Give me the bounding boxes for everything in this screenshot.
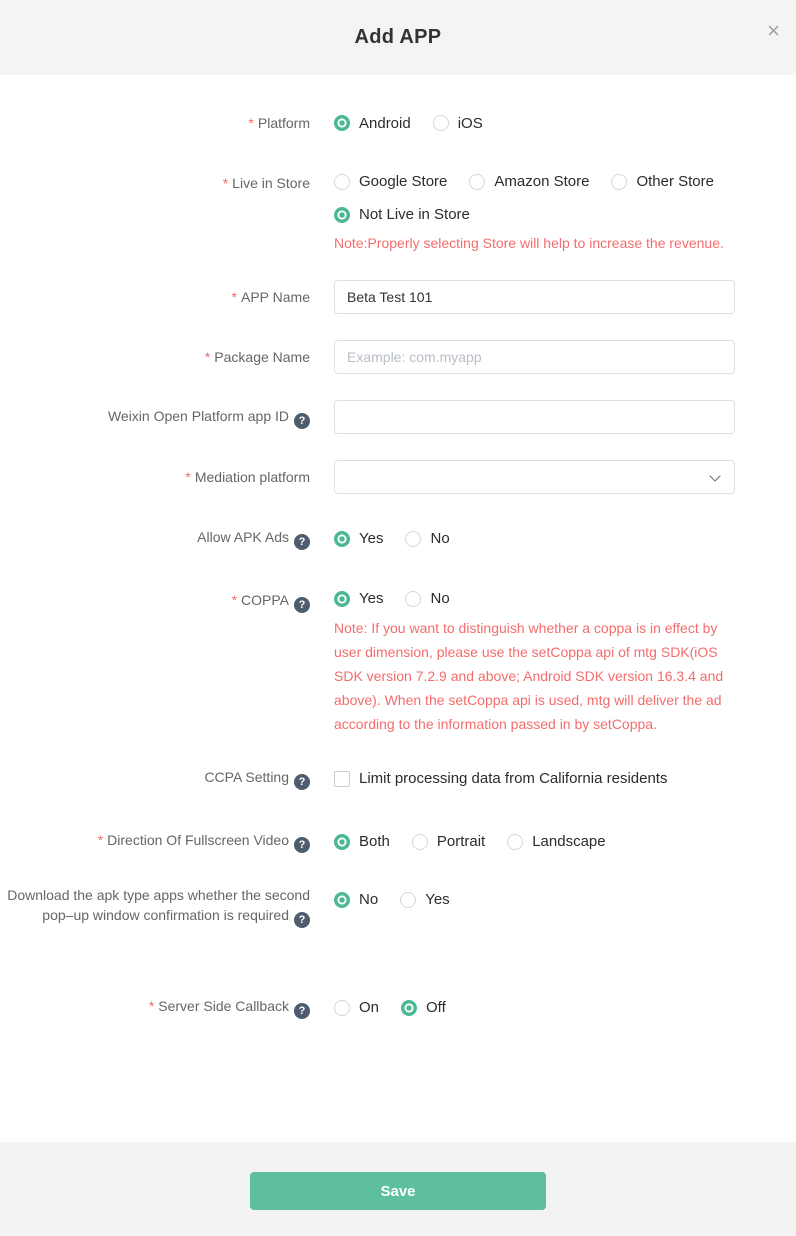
checkbox-icon bbox=[334, 771, 350, 787]
package-name-input[interactable] bbox=[334, 340, 735, 374]
required-asterisk: * bbox=[185, 469, 191, 485]
add-app-form bbox=[0, 75, 796, 1019]
radio-option-amazon-store[interactable] bbox=[469, 173, 589, 190]
weixin-app-id-label bbox=[0, 406, 310, 429]
radio-option-apk-no[interactable] bbox=[405, 530, 449, 547]
radio-option-google-store[interactable] bbox=[334, 173, 447, 190]
help-icon[interactable]: ? bbox=[294, 413, 310, 429]
radio-checked-icon bbox=[334, 531, 350, 547]
radio-option-label: Both bbox=[359, 833, 390, 850]
weixin-app-id-label-text: Weixin Open Platform app ID bbox=[107, 407, 289, 424]
radio-icon bbox=[507, 834, 523, 850]
radio-option-popup-yes[interactable] bbox=[400, 891, 449, 908]
weixin-app-id-control bbox=[334, 400, 735, 434]
package-name-label bbox=[0, 347, 310, 367]
close-icon[interactable]: × bbox=[767, 18, 780, 43]
row-mediation-platform bbox=[0, 460, 796, 494]
ccpa-setting-control bbox=[334, 770, 735, 787]
radio-option-label: On bbox=[359, 999, 380, 1016]
radio-checked-icon bbox=[334, 834, 350, 850]
chevron-down-icon bbox=[709, 470, 720, 481]
apk-second-popup-radio-group bbox=[334, 891, 735, 908]
coppa-label-text: COPPA bbox=[241, 592, 289, 608]
radio-icon bbox=[433, 115, 449, 131]
radio-option-on[interactable] bbox=[334, 999, 379, 1016]
package-name-control bbox=[334, 340, 735, 374]
radio-icon bbox=[405, 531, 421, 547]
server-side-callback-label bbox=[0, 996, 310, 1019]
radio-option-label: Off bbox=[426, 999, 446, 1016]
radio-option-label: Landscape bbox=[532, 833, 606, 850]
radio-option-coppa-no[interactable] bbox=[405, 590, 449, 607]
live-in-store-label bbox=[0, 173, 310, 193]
direction-label bbox=[0, 830, 310, 853]
radio-option-other-store[interactable] bbox=[611, 173, 714, 190]
row-ccpa-setting bbox=[0, 767, 796, 790]
radio-icon bbox=[334, 174, 350, 190]
allow-apk-ads-radio-group bbox=[334, 530, 735, 547]
coppa-radio-group bbox=[334, 590, 735, 607]
allow-apk-ads-label-text: Allow APK Ads bbox=[197, 529, 289, 545]
package-name-label-text: Package Name bbox=[214, 349, 310, 365]
radio-icon bbox=[334, 1000, 350, 1016]
app-name-input[interactable] bbox=[334, 280, 735, 314]
radio-icon bbox=[611, 174, 627, 190]
help-icon[interactable]: ? bbox=[294, 837, 310, 853]
radio-option-apk-yes[interactable] bbox=[334, 530, 383, 547]
dialog-title: Add APP bbox=[354, 26, 442, 48]
row-allow-apk-ads bbox=[0, 527, 796, 550]
row-package-name bbox=[0, 340, 796, 374]
ccpa-checkbox-label: Limit processing data from California residents bbox=[359, 770, 668, 787]
row-live-in-store bbox=[0, 173, 796, 255]
mediation-platform-label-text: Mediation platform bbox=[194, 469, 310, 485]
platform-radio-group bbox=[334, 115, 735, 132]
dialog-footer bbox=[0, 1142, 796, 1236]
radio-option-portrait[interactable] bbox=[412, 833, 485, 850]
mediation-platform-label bbox=[0, 467, 310, 487]
radio-option-label: Not Live in Store bbox=[359, 206, 470, 223]
radio-checked-icon bbox=[334, 207, 350, 223]
store-note-text: Note:Properly selecting Store will help to increase the revenue. bbox=[334, 235, 724, 251]
radio-option-label: Amazon Store bbox=[494, 173, 590, 190]
allow-apk-ads-label bbox=[0, 527, 310, 550]
radio-option-label: Yes bbox=[359, 530, 384, 547]
weixin-app-id-input[interactable] bbox=[334, 400, 735, 434]
radio-option-both[interactable] bbox=[334, 833, 390, 850]
server-side-callback-radio-group bbox=[334, 999, 735, 1016]
required-asterisk: * bbox=[231, 592, 238, 608]
mediation-platform-select[interactable] bbox=[334, 460, 735, 494]
help-icon[interactable]: ? bbox=[294, 912, 310, 928]
radio-option-coppa-yes[interactable] bbox=[334, 590, 383, 607]
required-asterisk: * bbox=[148, 998, 155, 1014]
radio-option-not-live-in-store[interactable] bbox=[334, 206, 470, 223]
row-direction-fullscreen-video bbox=[0, 830, 796, 853]
radio-checked-icon bbox=[334, 115, 350, 131]
ccpa-setting-label bbox=[0, 767, 310, 790]
coppa-label bbox=[0, 590, 310, 613]
required-asterisk: * bbox=[204, 349, 211, 365]
platform-label bbox=[0, 113, 310, 133]
live-in-store-radio-row-2 bbox=[334, 206, 735, 223]
required-asterisk: * bbox=[97, 832, 104, 848]
help-icon[interactable]: ? bbox=[294, 774, 310, 790]
radio-icon bbox=[412, 834, 428, 850]
radio-option-label: Google Store bbox=[359, 173, 448, 190]
radio-option-label: No bbox=[359, 891, 379, 908]
server-side-callback-label-text: Server Side Callback bbox=[158, 998, 289, 1014]
radio-option-label: Yes bbox=[359, 590, 384, 607]
ccpa-checkbox-option[interactable] bbox=[334, 770, 667, 787]
coppa-note-text: Note: If you want to distinguish whether a coppa is in effect by user dimension, please use the setCoppa api of mtg SDK(iOS SDK version 7.2.9 and above; Android SDK version 16.3.4 and above). When the setCoppa api is used, mtg will deliver the ad according to the information passed in by setCoppa. bbox=[334, 620, 724, 732]
radio-icon bbox=[469, 174, 485, 190]
row-platform bbox=[0, 113, 796, 133]
radio-option-ios[interactable] bbox=[433, 115, 483, 132]
help-icon[interactable]: ? bbox=[294, 1003, 310, 1019]
app-name-label bbox=[0, 287, 310, 307]
radio-option-label: Portrait bbox=[436, 833, 486, 850]
row-app-name bbox=[0, 280, 796, 314]
radio-checked-icon bbox=[334, 892, 350, 908]
radio-option-label: iOS bbox=[457, 114, 483, 132]
app-name-control bbox=[334, 280, 735, 314]
required-asterisk: * bbox=[222, 175, 229, 191]
row-apk-second-popup bbox=[0, 885, 796, 928]
radio-option-landscape[interactable] bbox=[507, 833, 605, 850]
radio-icon bbox=[400, 892, 416, 908]
coppa-controls bbox=[334, 590, 735, 736]
live-in-store-label-text: Live in Store bbox=[232, 175, 310, 191]
save-button[interactable]: Save bbox=[250, 1172, 546, 1210]
radio-option-label: Android bbox=[359, 114, 411, 132]
radio-option-label: Other Store bbox=[636, 173, 714, 190]
live-in-store-controls bbox=[334, 173, 735, 255]
app-name-label-text: APP Name bbox=[241, 289, 310, 305]
row-weixin-app-id bbox=[0, 400, 796, 434]
radio-option-label: No bbox=[430, 530, 450, 547]
apk-second-popup-label bbox=[0, 885, 310, 928]
direction-label-text: Direction Of Fullscreen Video bbox=[107, 832, 289, 848]
radio-option-popup-no[interactable] bbox=[334, 891, 378, 908]
radio-checked-icon bbox=[401, 1000, 417, 1016]
help-icon[interactable]: ? bbox=[294, 597, 310, 613]
row-server-side-callback bbox=[0, 996, 796, 1019]
radio-option-off[interactable] bbox=[401, 999, 446, 1016]
radio-checked-icon bbox=[334, 591, 350, 607]
radio-option-label: No bbox=[430, 590, 450, 607]
help-icon[interactable]: ? bbox=[294, 534, 310, 550]
apk-second-popup-label-text: Download the apk type apps whether the second pop–up window confirmation is required bbox=[7, 887, 310, 923]
dialog-header bbox=[0, 0, 796, 75]
mediation-platform-control bbox=[334, 460, 735, 494]
direction-radio-group bbox=[334, 833, 735, 850]
radio-icon bbox=[405, 591, 421, 607]
required-asterisk: * bbox=[248, 115, 254, 131]
radio-option-label: Yes bbox=[425, 891, 450, 908]
radio-option-android[interactable] bbox=[334, 115, 411, 132]
live-in-store-radio-row-1 bbox=[334, 173, 735, 190]
row-coppa bbox=[0, 590, 796, 736]
ccpa-setting-label-text: CCPA Setting bbox=[204, 769, 289, 785]
required-asterisk: * bbox=[231, 289, 237, 305]
platform-label-text: Platform bbox=[257, 115, 310, 131]
